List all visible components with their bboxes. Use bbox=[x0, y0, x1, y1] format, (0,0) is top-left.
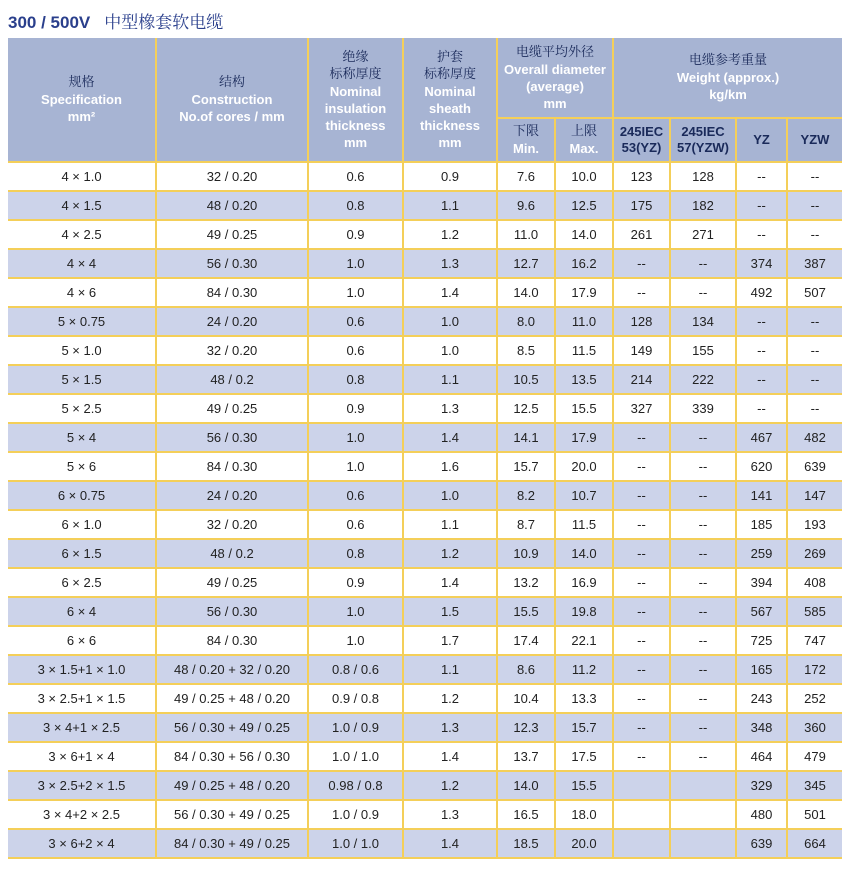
header-spec: 规格 Specification mm² bbox=[8, 38, 157, 163]
table-cell: 480 bbox=[737, 801, 788, 830]
table-cell: 16.9 bbox=[556, 569, 614, 598]
table-cell bbox=[671, 801, 737, 830]
table-cell: 13.5 bbox=[556, 366, 614, 395]
table-cell: 1.0 bbox=[404, 308, 498, 337]
table-cell: 20.0 bbox=[556, 453, 614, 482]
table-cell: 134 bbox=[671, 308, 737, 337]
table-cell: 1.4 bbox=[404, 569, 498, 598]
table-cell: 482 bbox=[788, 424, 842, 453]
table-cell: 348 bbox=[737, 714, 788, 743]
table-cell: 585 bbox=[788, 598, 842, 627]
table-cell: -- bbox=[788, 308, 842, 337]
table-cell: 4 × 1.0 bbox=[8, 163, 157, 192]
table-cell: 243 bbox=[737, 685, 788, 714]
table-cell: -- bbox=[671, 598, 737, 627]
table-cell: 1.2 bbox=[404, 540, 498, 569]
table-cell: 12.5 bbox=[498, 395, 556, 424]
table-cell: -- bbox=[671, 627, 737, 656]
table-cell: 1.0 / 1.0 bbox=[309, 743, 404, 772]
header-construction: 结构 Construction No.of cores / mm bbox=[157, 38, 309, 163]
table-cell: 0.9 bbox=[309, 221, 404, 250]
table-cell: -- bbox=[671, 656, 737, 685]
table-cell: -- bbox=[671, 569, 737, 598]
table-cell: -- bbox=[614, 685, 671, 714]
table-cell: 1.1 bbox=[404, 511, 498, 540]
table-cell: 11.5 bbox=[556, 337, 614, 366]
table-cell: 155 bbox=[671, 337, 737, 366]
table-cell: 0.8 bbox=[309, 366, 404, 395]
table-cell: 3 × 4+2 × 2.5 bbox=[8, 801, 157, 830]
table-row bbox=[8, 656, 842, 685]
table-cell: -- bbox=[671, 482, 737, 511]
table-cell: 56 / 0.30 bbox=[157, 424, 309, 453]
table-cell: 10.0 bbox=[556, 163, 614, 192]
table-row bbox=[8, 308, 842, 337]
table-cell: 0.6 bbox=[309, 482, 404, 511]
table-row bbox=[8, 830, 842, 859]
table-cell: 0.9 bbox=[309, 569, 404, 598]
table-cell: -- bbox=[737, 192, 788, 221]
table-cell: 327 bbox=[614, 395, 671, 424]
table-row bbox=[8, 598, 842, 627]
table-cell: 6 × 2.5 bbox=[8, 569, 157, 598]
table-cell: 1.2 bbox=[404, 685, 498, 714]
table-cell: 1.3 bbox=[404, 714, 498, 743]
table-cell: 1.2 bbox=[404, 221, 498, 250]
table-cell: 13.3 bbox=[556, 685, 614, 714]
table-cell: 0.9 bbox=[309, 395, 404, 424]
table-cell: 49 / 0.25 bbox=[157, 395, 309, 424]
header-weight: 电缆参考重量 Weight (approx.) kg/km bbox=[614, 38, 842, 119]
table-cell: 6 × 1.5 bbox=[8, 540, 157, 569]
table-cell: 4 × 6 bbox=[8, 279, 157, 308]
table-cell: 11.2 bbox=[556, 656, 614, 685]
table-cell: 5 × 2.5 bbox=[8, 395, 157, 424]
header-weight-yzw: YZW bbox=[788, 119, 842, 163]
cable-name: 中型橡套软电缆 bbox=[104, 13, 224, 33]
table-body bbox=[8, 163, 842, 859]
page-title bbox=[8, 8, 223, 33]
table-cell: 56 / 0.30 + 49 / 0.25 bbox=[157, 714, 309, 743]
table-cell: 175 bbox=[614, 192, 671, 221]
table-cell: 13.7 bbox=[498, 743, 556, 772]
table-cell: 149 bbox=[614, 337, 671, 366]
table-cell: -- bbox=[671, 714, 737, 743]
table-cell: 182 bbox=[671, 192, 737, 221]
table-cell bbox=[614, 772, 671, 801]
table-cell: 84 / 0.30 + 56 / 0.30 bbox=[157, 743, 309, 772]
table-cell: 1.0 bbox=[309, 424, 404, 453]
table-cell: 12.7 bbox=[498, 250, 556, 279]
table-cell: 32 / 0.20 bbox=[157, 163, 309, 192]
table-cell: 15.5 bbox=[498, 598, 556, 627]
table-row bbox=[8, 743, 842, 772]
table-cell bbox=[671, 772, 737, 801]
table-cell: 507 bbox=[788, 279, 842, 308]
table-cell: 24 / 0.20 bbox=[157, 482, 309, 511]
table-cell: -- bbox=[614, 714, 671, 743]
table-row bbox=[8, 395, 842, 424]
table-cell: 10.7 bbox=[556, 482, 614, 511]
table-cell: 6 × 4 bbox=[8, 598, 157, 627]
table-cell: 725 bbox=[737, 627, 788, 656]
table-row bbox=[8, 540, 842, 569]
table-cell: 14.0 bbox=[498, 772, 556, 801]
table-row bbox=[8, 424, 842, 453]
table-cell: 18.5 bbox=[498, 830, 556, 859]
table-cell: 141 bbox=[737, 482, 788, 511]
table-row bbox=[8, 569, 842, 598]
table-cell: 22.1 bbox=[556, 627, 614, 656]
table-cell: 1.6 bbox=[404, 453, 498, 482]
table-cell: -- bbox=[671, 279, 737, 308]
table-row bbox=[8, 453, 842, 482]
table-cell: 11.5 bbox=[556, 511, 614, 540]
table-cell bbox=[614, 830, 671, 859]
table-cell: -- bbox=[788, 221, 842, 250]
table-cell: -- bbox=[737, 337, 788, 366]
header-insulation: 绝缘 标称厚度 Nominal insulation thickness mm bbox=[309, 38, 404, 163]
table-cell: 214 bbox=[614, 366, 671, 395]
table-cell: 408 bbox=[788, 569, 842, 598]
table-cell: 6 × 0.75 bbox=[8, 482, 157, 511]
table-cell: 17.4 bbox=[498, 627, 556, 656]
table-cell: 567 bbox=[737, 598, 788, 627]
table-cell: -- bbox=[671, 743, 737, 772]
table-cell: -- bbox=[737, 163, 788, 192]
table-cell: 0.6 bbox=[309, 163, 404, 192]
table-cell: 19.8 bbox=[556, 598, 614, 627]
table-cell: 0.6 bbox=[309, 308, 404, 337]
table-cell: 5 × 1.0 bbox=[8, 337, 157, 366]
table-cell: 49 / 0.25 + 48 / 0.20 bbox=[157, 772, 309, 801]
table-cell: 345 bbox=[788, 772, 842, 801]
table-cell: 24 / 0.20 bbox=[157, 308, 309, 337]
header-diameter-min: 下限 Min. bbox=[498, 119, 556, 163]
table-cell: 15.7 bbox=[556, 714, 614, 743]
table-cell: 56 / 0.30 bbox=[157, 250, 309, 279]
table-cell: 12.5 bbox=[556, 192, 614, 221]
table-cell: 48 / 0.20 bbox=[157, 192, 309, 221]
table-cell: 1.3 bbox=[404, 395, 498, 424]
table-cell: 1.0 bbox=[404, 482, 498, 511]
table-cell: -- bbox=[614, 656, 671, 685]
table-cell: -- bbox=[671, 250, 737, 279]
cable-spec-table bbox=[8, 38, 842, 859]
table-cell: 252 bbox=[788, 685, 842, 714]
table-cell: 1.0 bbox=[309, 279, 404, 308]
table-cell: 6 × 1.0 bbox=[8, 511, 157, 540]
table-row bbox=[8, 772, 842, 801]
table-cell: 48 / 0.20 + 32 / 0.20 bbox=[157, 656, 309, 685]
table-cell: 12.3 bbox=[498, 714, 556, 743]
table-cell: 15.5 bbox=[556, 395, 614, 424]
table-cell: -- bbox=[614, 598, 671, 627]
table-cell: 5 × 4 bbox=[8, 424, 157, 453]
table-cell: 84 / 0.30 + 49 / 0.25 bbox=[157, 830, 309, 859]
table-row bbox=[8, 685, 842, 714]
table-cell: 10.9 bbox=[498, 540, 556, 569]
table-row bbox=[8, 250, 842, 279]
table-cell bbox=[614, 801, 671, 830]
table-cell: 1.1 bbox=[404, 366, 498, 395]
table-cell: 639 bbox=[737, 830, 788, 859]
table-cell: -- bbox=[737, 366, 788, 395]
table-cell: -- bbox=[614, 511, 671, 540]
table-cell: 123 bbox=[614, 163, 671, 192]
table-cell: 128 bbox=[671, 163, 737, 192]
table-cell: 479 bbox=[788, 743, 842, 772]
voltage-label: 300 / 500V bbox=[8, 13, 91, 32]
table-cell: 5 × 6 bbox=[8, 453, 157, 482]
table-cell: -- bbox=[788, 395, 842, 424]
table-cell: 56 / 0.30 bbox=[157, 598, 309, 627]
table-cell: 15.7 bbox=[498, 453, 556, 482]
table-cell: 747 bbox=[788, 627, 842, 656]
table-cell: -- bbox=[614, 569, 671, 598]
table-cell: -- bbox=[788, 163, 842, 192]
table-row bbox=[8, 627, 842, 656]
header-sheath: 护套 标称厚度 Nominal sheath thickness mm bbox=[404, 38, 498, 163]
table-cell: 193 bbox=[788, 511, 842, 540]
table-cell: 48 / 0.2 bbox=[157, 366, 309, 395]
table-cell: 3 × 6+1 × 4 bbox=[8, 743, 157, 772]
table-cell: 339 bbox=[671, 395, 737, 424]
table-row bbox=[8, 221, 842, 250]
table-cell: -- bbox=[788, 366, 842, 395]
header-weight-245iec57: 245IEC 57(YZW) bbox=[671, 119, 737, 163]
table-cell: 5 × 0.75 bbox=[8, 308, 157, 337]
table-cell: 15.5 bbox=[556, 772, 614, 801]
table-cell: 8.0 bbox=[498, 308, 556, 337]
table-cell: -- bbox=[614, 279, 671, 308]
table-cell: 8.5 bbox=[498, 337, 556, 366]
table-cell: 4 × 4 bbox=[8, 250, 157, 279]
table-cell: 185 bbox=[737, 511, 788, 540]
table-cell: 374 bbox=[737, 250, 788, 279]
table-cell: 4 × 2.5 bbox=[8, 221, 157, 250]
table-cell: -- bbox=[614, 482, 671, 511]
table-cell: 1.1 bbox=[404, 192, 498, 221]
table-cell: 17.5 bbox=[556, 743, 614, 772]
table-cell: 14.0 bbox=[556, 540, 614, 569]
table-cell: 84 / 0.30 bbox=[157, 453, 309, 482]
table-cell: 1.0 bbox=[309, 250, 404, 279]
table-cell: 1.4 bbox=[404, 830, 498, 859]
header-diameter-max: 上限 Max. bbox=[556, 119, 614, 163]
table-cell: -- bbox=[671, 685, 737, 714]
table-row bbox=[8, 279, 842, 308]
table-cell: 1.0 bbox=[404, 337, 498, 366]
table-cell: 49 / 0.25 bbox=[157, 569, 309, 598]
table-cell: -- bbox=[614, 453, 671, 482]
table-cell: 1.5 bbox=[404, 598, 498, 627]
table-cell: 0.6 bbox=[309, 337, 404, 366]
table-row bbox=[8, 337, 842, 366]
table-cell: -- bbox=[614, 627, 671, 656]
table-cell bbox=[671, 830, 737, 859]
table-cell: -- bbox=[614, 424, 671, 453]
table-cell: -- bbox=[788, 192, 842, 221]
table-cell: 32 / 0.20 bbox=[157, 337, 309, 366]
table-cell: 4 × 1.5 bbox=[8, 192, 157, 221]
table-cell: 3 × 6+2 × 4 bbox=[8, 830, 157, 859]
table-cell: 0.8 / 0.6 bbox=[309, 656, 404, 685]
table-cell: 394 bbox=[737, 569, 788, 598]
table-row bbox=[8, 714, 842, 743]
table-cell: 5 × 1.5 bbox=[8, 366, 157, 395]
table-cell: -- bbox=[671, 540, 737, 569]
table-cell: 1.4 bbox=[404, 743, 498, 772]
table-row bbox=[8, 366, 842, 395]
table-cell: -- bbox=[614, 540, 671, 569]
table-cell: 0.8 bbox=[309, 540, 404, 569]
table-cell: 0.98 / 0.8 bbox=[309, 772, 404, 801]
table-cell: 16.5 bbox=[498, 801, 556, 830]
table-cell: 269 bbox=[788, 540, 842, 569]
table-cell: 387 bbox=[788, 250, 842, 279]
table-cell: 1.0 / 0.9 bbox=[309, 714, 404, 743]
table-cell: 3 × 2.5+1 × 1.5 bbox=[8, 685, 157, 714]
table-cell: -- bbox=[737, 308, 788, 337]
header-weight-yz: YZ bbox=[737, 119, 788, 163]
table-cell: 13.2 bbox=[498, 569, 556, 598]
table-cell: 1.0 / 0.9 bbox=[309, 801, 404, 830]
header-diameter: 电缆平均外径 Overall diameter (average) mm bbox=[498, 38, 614, 119]
table-cell: 261 bbox=[614, 221, 671, 250]
table-row bbox=[8, 801, 842, 830]
table-cell: 14.0 bbox=[498, 279, 556, 308]
table-cell: 14.0 bbox=[556, 221, 614, 250]
table-cell: 1.0 / 1.0 bbox=[309, 830, 404, 859]
table-cell: 8.7 bbox=[498, 511, 556, 540]
table-cell: 172 bbox=[788, 656, 842, 685]
table-cell: 10.4 bbox=[498, 685, 556, 714]
table-cell: 165 bbox=[737, 656, 788, 685]
table-cell: 639 bbox=[788, 453, 842, 482]
table-row bbox=[8, 163, 842, 192]
table-cell: -- bbox=[614, 743, 671, 772]
table-cell: 222 bbox=[671, 366, 737, 395]
table-cell: -- bbox=[737, 395, 788, 424]
table-cell: 1.0 bbox=[309, 627, 404, 656]
table-cell: -- bbox=[788, 337, 842, 366]
table-cell: 9.6 bbox=[498, 192, 556, 221]
table-cell: 1.3 bbox=[404, 250, 498, 279]
table-cell: 3 × 4+1 × 2.5 bbox=[8, 714, 157, 743]
table-cell: 11.0 bbox=[498, 221, 556, 250]
table-cell: 10.5 bbox=[498, 366, 556, 395]
table-cell: 147 bbox=[788, 482, 842, 511]
table-cell: 1.4 bbox=[404, 424, 498, 453]
table-cell: 11.0 bbox=[556, 308, 614, 337]
table-cell: 620 bbox=[737, 453, 788, 482]
table-cell: 8.2 bbox=[498, 482, 556, 511]
table-cell: 1.1 bbox=[404, 656, 498, 685]
header-weight-245iec53: 245IEC 53(YZ) bbox=[614, 119, 671, 163]
table-cell: 259 bbox=[737, 540, 788, 569]
table-cell: 16.2 bbox=[556, 250, 614, 279]
table-cell: -- bbox=[671, 453, 737, 482]
table-cell: -- bbox=[671, 511, 737, 540]
table-cell: 17.9 bbox=[556, 279, 614, 308]
table-cell: 492 bbox=[737, 279, 788, 308]
table-cell: 20.0 bbox=[556, 830, 614, 859]
table-cell: 1.4 bbox=[404, 279, 498, 308]
table-cell: -- bbox=[671, 424, 737, 453]
table-cell: 1.7 bbox=[404, 627, 498, 656]
table-cell: 3 × 1.5+1 × 1.0 bbox=[8, 656, 157, 685]
table-cell: 360 bbox=[788, 714, 842, 743]
table-cell: 17.9 bbox=[556, 424, 614, 453]
table-row bbox=[8, 511, 842, 540]
table-cell: 49 / 0.25 + 48 / 0.20 bbox=[157, 685, 309, 714]
table-cell: 1.3 bbox=[404, 801, 498, 830]
table-cell: 32 / 0.20 bbox=[157, 511, 309, 540]
table-cell: 464 bbox=[737, 743, 788, 772]
table-cell: 1.2 bbox=[404, 772, 498, 801]
table-cell: 48 / 0.2 bbox=[157, 540, 309, 569]
table-cell: -- bbox=[614, 250, 671, 279]
table-cell: 49 / 0.25 bbox=[157, 221, 309, 250]
table-cell: 8.6 bbox=[498, 656, 556, 685]
table-cell: 501 bbox=[788, 801, 842, 830]
table-cell: 0.9 bbox=[404, 163, 498, 192]
table-cell: 0.8 bbox=[309, 192, 404, 221]
table-row bbox=[8, 192, 842, 221]
table-row bbox=[8, 482, 842, 511]
table-cell: 3 × 2.5+2 × 1.5 bbox=[8, 772, 157, 801]
table-cell: 0.6 bbox=[309, 511, 404, 540]
table-cell: 271 bbox=[671, 221, 737, 250]
table-cell: 56 / 0.30 + 49 / 0.25 bbox=[157, 801, 309, 830]
table-cell: 6 × 6 bbox=[8, 627, 157, 656]
table-cell: 18.0 bbox=[556, 801, 614, 830]
table-cell: 84 / 0.30 bbox=[157, 279, 309, 308]
table-cell: 1.0 bbox=[309, 453, 404, 482]
table-cell: 467 bbox=[737, 424, 788, 453]
table-cell: 128 bbox=[614, 308, 671, 337]
table-cell: 0.9 / 0.8 bbox=[309, 685, 404, 714]
table-cell: -- bbox=[737, 221, 788, 250]
table-cell: 14.1 bbox=[498, 424, 556, 453]
table-cell: 664 bbox=[788, 830, 842, 859]
table-cell: 7.6 bbox=[498, 163, 556, 192]
table-cell: 84 / 0.30 bbox=[157, 627, 309, 656]
table-cell: 1.0 bbox=[309, 598, 404, 627]
table-cell: 329 bbox=[737, 772, 788, 801]
